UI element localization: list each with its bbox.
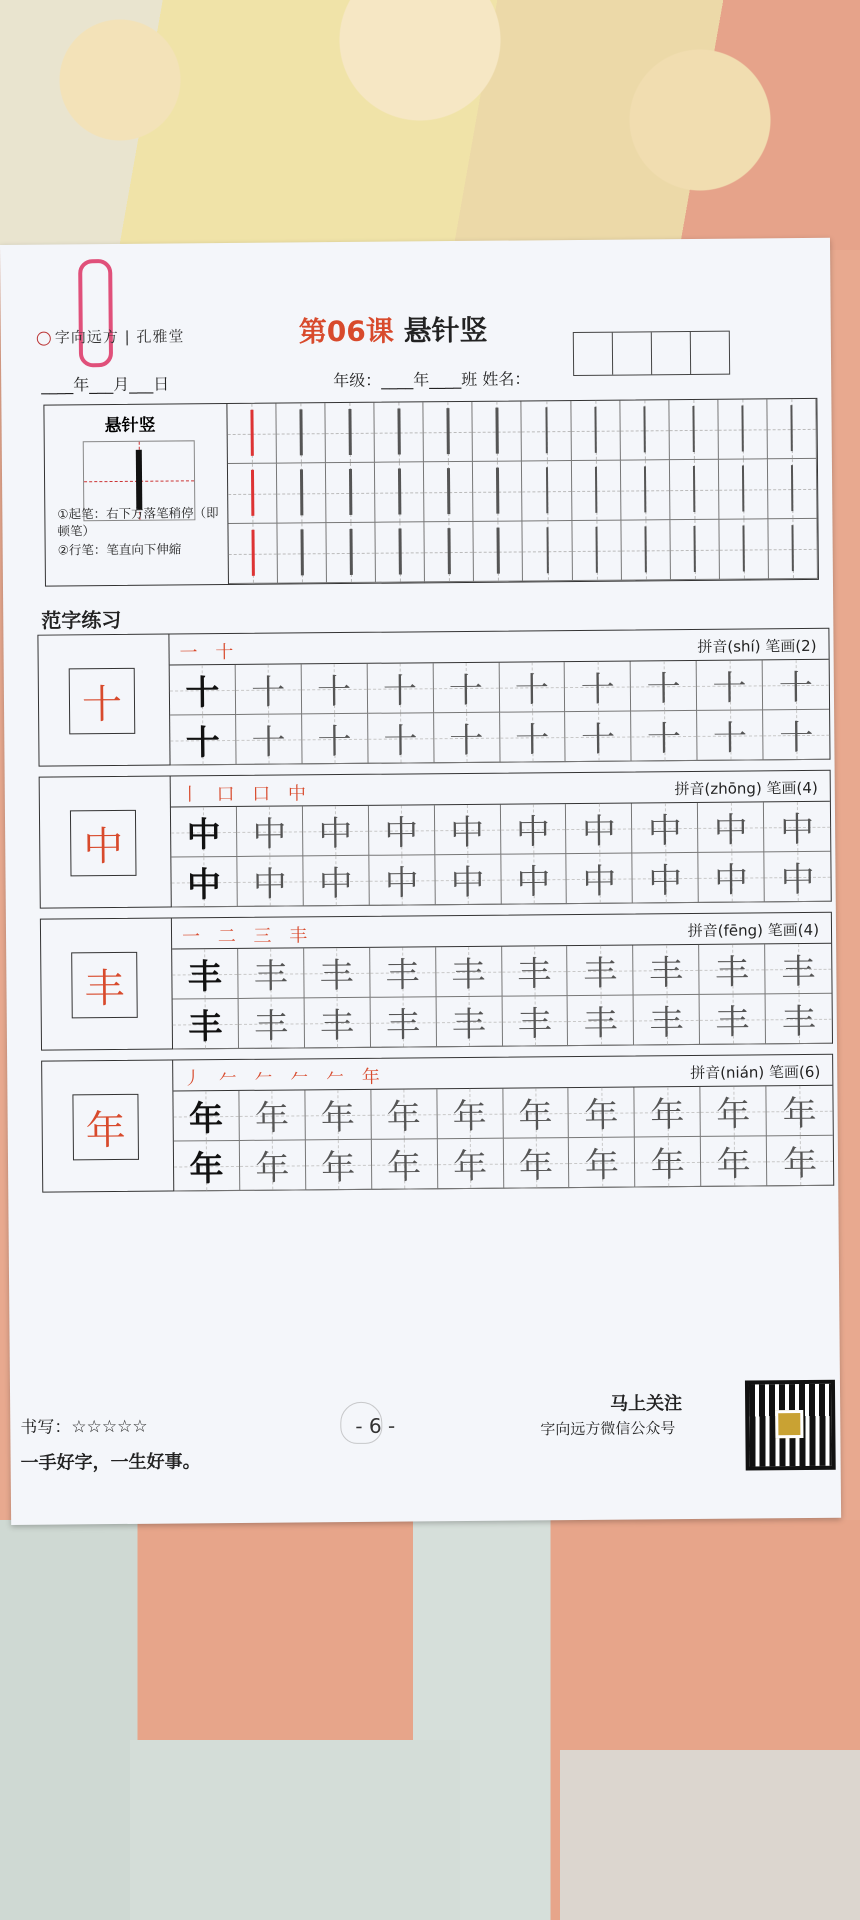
practice-character: 丰 <box>648 953 684 994</box>
stroke-cell <box>670 520 720 580</box>
stroke-cell <box>376 522 426 582</box>
intro-note-1: ①起笔：右下方落笔稍停（即顿笔） <box>57 505 219 539</box>
practice-character: 中 <box>450 862 485 904</box>
background-quilt-patch <box>560 1750 860 1920</box>
practice-cell[interactable] <box>632 803 698 854</box>
practice-character: 年 <box>387 1147 422 1188</box>
practice-character: 中 <box>186 815 221 856</box>
practice-cell[interactable] <box>236 714 302 765</box>
practice-character: 丰 <box>517 954 552 995</box>
practice-cell[interactable] <box>764 802 830 853</box>
practice-cell[interactable] <box>500 712 566 763</box>
practice-cell[interactable] <box>569 1137 635 1188</box>
practice-character: 丰 <box>517 1004 552 1045</box>
practice-cell[interactable] <box>237 856 303 907</box>
stroke-cell <box>474 521 524 581</box>
practice-character: 丰 <box>451 1004 487 1046</box>
vertical-stroke <box>791 525 794 571</box>
practice-cell[interactable] <box>171 807 237 858</box>
vertical-stroke <box>741 405 744 451</box>
vertical-stroke <box>791 465 794 511</box>
practice-character: 丰 <box>583 953 618 994</box>
practice-character: 丰 <box>649 1003 684 1044</box>
background-quilt-patch <box>130 1740 460 1920</box>
practice-block <box>40 912 833 1051</box>
rating: 书写：☆☆☆☆☆ <box>20 1416 148 1438</box>
vertical-stroke <box>398 468 401 514</box>
vertical-stroke <box>644 526 647 572</box>
practice-character: 年 <box>452 1146 488 1188</box>
paper-clip <box>78 259 113 367</box>
practice-cell[interactable] <box>171 857 237 908</box>
practice-cell[interactable] <box>436 947 502 998</box>
practice-block <box>39 770 832 909</box>
practice-grid <box>173 1085 833 1191</box>
vertical-stroke <box>643 406 646 452</box>
practice-cell[interactable] <box>501 854 567 905</box>
practice-character: 十 <box>514 670 550 711</box>
practice-cell[interactable] <box>371 1089 437 1140</box>
practice-character: 十 <box>185 723 220 764</box>
worksheet-page <box>0 238 841 1525</box>
follow-subtitle: 字向远方微信公众号 <box>540 1419 676 1439</box>
practice-character: 年 <box>584 1095 619 1136</box>
practice-character: 中 <box>252 864 288 905</box>
practice-character: 丰 <box>583 1003 618 1044</box>
practice-character: 十 <box>382 671 418 712</box>
stroke-cell <box>227 404 277 464</box>
stroke-cell <box>424 402 474 462</box>
practice-cell[interactable] <box>369 805 435 856</box>
practice-cell[interactable] <box>304 998 370 1049</box>
vertical-stroke <box>398 408 401 454</box>
practice-cell[interactable] <box>701 1136 767 1187</box>
stroke-cell <box>473 461 523 521</box>
practice-cell[interactable] <box>698 802 764 853</box>
stroke-cell <box>719 519 769 579</box>
practice-character: 年 <box>452 1096 487 1138</box>
practice-area <box>169 629 829 765</box>
practice-cell[interactable] <box>633 853 699 904</box>
practice-cell[interactable] <box>499 662 565 713</box>
practice-character: 十 <box>712 668 747 709</box>
stroke-cell <box>523 521 573 581</box>
stroke-cell <box>767 399 817 459</box>
intro-note-2: ②行笔：笔直向下伸縮 <box>57 541 182 558</box>
practice-cell[interactable] <box>367 663 433 714</box>
practice-cell[interactable] <box>502 946 568 997</box>
model-character: 丰 <box>71 952 138 1019</box>
practice-character: 丰 <box>714 952 750 993</box>
stroke-cell <box>228 524 278 584</box>
brand-icon <box>37 331 51 345</box>
practice-cell[interactable] <box>503 1088 569 1139</box>
practice-block <box>41 1054 834 1193</box>
practice-cell[interactable] <box>240 1140 306 1191</box>
practice-character: 丰 <box>451 954 486 996</box>
intro-explanation <box>44 404 229 586</box>
vertical-stroke <box>447 408 450 454</box>
practice-cell[interactable] <box>503 1138 569 1189</box>
practice-cell[interactable] <box>305 1090 371 1141</box>
stroke-order: 一 二 三 丰 <box>181 925 314 948</box>
practice-cell[interactable] <box>765 944 831 995</box>
practice-character: 中 <box>186 865 222 906</box>
practice-character: 年 <box>188 1099 224 1140</box>
vertical-stroke <box>448 528 451 574</box>
practice-cell[interactable] <box>170 715 236 766</box>
practice-cell[interactable] <box>434 805 500 856</box>
practice-character: 年 <box>650 1145 685 1186</box>
practice-cell[interactable] <box>569 1087 635 1138</box>
qr-code <box>745 1380 836 1471</box>
practice-cell[interactable] <box>631 661 697 712</box>
vertical-stroke <box>349 469 352 515</box>
stroke-cell <box>326 403 376 463</box>
stroke-cell <box>375 402 425 462</box>
stroke-cell <box>768 459 818 519</box>
practice-cell[interactable] <box>434 713 500 764</box>
model-character: 中 <box>70 810 137 877</box>
practice-character: 中 <box>515 812 551 853</box>
stroke-cell <box>327 523 377 583</box>
practice-character: 年 <box>650 1095 685 1136</box>
stroke-cell <box>425 522 475 582</box>
practice-grid <box>171 801 831 907</box>
practice-block <box>37 628 830 767</box>
brand-text: 字向远方 | 孔雅堂 <box>54 327 185 347</box>
practice-character: 中 <box>581 811 617 852</box>
practice-cell[interactable] <box>767 1136 833 1187</box>
model-character: 年 <box>72 1094 139 1161</box>
practice-character: 年 <box>782 1143 818 1185</box>
practice-character: 年 <box>386 1097 421 1138</box>
stroke-cell <box>670 460 720 520</box>
practice-cell[interactable] <box>565 662 631 713</box>
vertical-stroke <box>693 526 696 572</box>
practice-cell[interactable] <box>436 997 502 1048</box>
practice-cell[interactable] <box>697 660 763 711</box>
practice-character: 十 <box>317 721 352 763</box>
vertical-stroke <box>250 410 253 456</box>
practice-character: 中 <box>582 861 617 902</box>
vertical-stroke <box>350 529 353 575</box>
model-character: 十 <box>69 668 136 735</box>
lesson-title <box>299 309 488 351</box>
practice-area <box>172 913 832 1049</box>
practice-cell[interactable] <box>370 997 436 1048</box>
practice-cell[interactable] <box>566 804 632 855</box>
practice-cell[interactable] <box>174 1141 240 1192</box>
practice-area <box>173 1055 833 1191</box>
practice-character: 年 <box>584 1145 620 1186</box>
date-line: ____年___月___日 <box>41 374 170 395</box>
practice-character: 中 <box>647 811 683 852</box>
practice-cell[interactable] <box>173 999 239 1050</box>
practice-character: 中 <box>318 863 353 905</box>
name-boxes[interactable] <box>573 331 730 376</box>
stroke-cell <box>620 400 670 460</box>
practice-cell[interactable] <box>699 852 765 903</box>
practice-cell[interactable] <box>568 945 634 996</box>
practice-cell[interactable] <box>170 665 236 716</box>
pinyin-strokes: 拼音(shí) 笔画(2) <box>697 636 817 656</box>
class-info: 年级：____年____班 姓名： <box>333 369 531 391</box>
practice-cell[interactable] <box>368 713 434 764</box>
practice-character: 十 <box>646 669 681 710</box>
vertical-stroke <box>300 469 303 515</box>
vertical-stroke <box>252 530 255 576</box>
section-title: 范字练习 <box>41 607 122 633</box>
pinyin-strokes: 拼音(nián) 笔画(6) <box>690 1062 821 1083</box>
vertical-stroke <box>545 407 548 453</box>
vertical-stroke <box>497 528 500 574</box>
practice-cell[interactable] <box>699 944 765 995</box>
vertical-stroke <box>594 407 597 453</box>
vertical-stroke <box>251 470 254 516</box>
vertical-stroke <box>595 527 598 573</box>
practice-character: 丰 <box>385 955 420 996</box>
practice-cell[interactable] <box>301 664 367 715</box>
practice-cell[interactable] <box>567 854 633 905</box>
stroke-cell <box>424 462 474 522</box>
pinyin-strokes: 拼音(fēng) 笔画(4) <box>687 920 820 941</box>
practice-cell[interactable] <box>172 949 238 1000</box>
practice-character: 年 <box>518 1146 554 1187</box>
background-quilt-top <box>0 0 860 250</box>
practice-character: 年 <box>254 1098 290 1139</box>
practice-cell[interactable] <box>500 804 566 855</box>
practice-grid <box>172 943 832 1049</box>
practice-cell[interactable] <box>369 855 435 906</box>
practice-cell[interactable] <box>437 1089 503 1140</box>
practice-grid <box>170 659 830 765</box>
practice-character: 十 <box>448 670 484 712</box>
vertical-stroke <box>496 468 499 514</box>
stroke-cell <box>326 463 376 523</box>
follow-heading: 马上关注 <box>610 1393 683 1415</box>
practice-cell[interactable] <box>633 945 699 996</box>
practice-cell[interactable] <box>635 1137 701 1188</box>
model-char-area <box>42 1061 174 1192</box>
practice-character: 年 <box>320 1097 356 1139</box>
practice-character: 丰 <box>781 951 816 993</box>
vertical-stroke <box>349 409 352 455</box>
intro-section <box>43 398 819 587</box>
stroke-cell <box>718 399 768 459</box>
vertical-stroke <box>693 466 696 512</box>
practice-character: 十 <box>581 719 616 760</box>
practice-cell[interactable] <box>306 1140 372 1191</box>
vertical-stroke <box>644 466 647 512</box>
vertical-stroke <box>545 467 548 513</box>
practice-character: 年 <box>782 1093 817 1135</box>
practice-cell[interactable] <box>303 806 369 857</box>
practice-cell[interactable] <box>304 948 370 999</box>
practice-cell[interactable] <box>302 714 368 765</box>
practice-cell[interactable] <box>701 1086 767 1137</box>
practice-character: 丰 <box>254 1006 289 1047</box>
practice-character: 中 <box>516 862 551 903</box>
page-number: - 6 - <box>355 1413 396 1438</box>
practice-cell[interactable] <box>631 711 697 762</box>
vertical-stroke <box>742 525 745 571</box>
stroke-cell <box>572 521 622 581</box>
pinyin-strokes: 拼音(zhōng) 笔画(4) <box>674 778 818 799</box>
practice-cell[interactable] <box>433 663 499 714</box>
stroke-cell <box>375 462 425 522</box>
stroke-cell <box>522 461 572 521</box>
practice-character: 十 <box>515 720 550 761</box>
stroke-order: 丿 𠂉 𠂉 𠂉 𠂉 年 <box>183 1066 386 1090</box>
stroke-cell <box>278 523 328 583</box>
stroke-cell <box>621 460 671 520</box>
practice-cell[interactable] <box>437 1139 503 1190</box>
practice-character: 丰 <box>781 1001 817 1043</box>
practice-character: 中 <box>318 813 353 855</box>
stroke-cell <box>522 401 572 461</box>
brand-logo <box>37 325 185 347</box>
practice-character: 十 <box>251 722 286 763</box>
practice-cell[interactable] <box>565 712 631 763</box>
practice-character: 十 <box>712 718 748 759</box>
vertical-stroke <box>595 467 598 513</box>
stroke-cell <box>228 464 278 524</box>
practice-cell[interactable] <box>763 710 829 761</box>
practice-character: 年 <box>716 1094 751 1135</box>
practice-cell[interactable] <box>239 1090 305 1141</box>
practice-character: 十 <box>383 721 418 762</box>
practice-cell[interactable] <box>303 856 369 907</box>
model-char-area <box>40 777 172 908</box>
practice-cell[interactable] <box>237 806 303 857</box>
practice-cell[interactable] <box>568 995 634 1046</box>
practice-area <box>171 771 831 907</box>
practice-cell[interactable] <box>697 710 763 761</box>
stroke-cell <box>768 519 818 579</box>
model-char-area <box>41 919 173 1050</box>
model-char-area <box>38 635 170 766</box>
practice-character: 中 <box>713 810 748 851</box>
practice-character: 中 <box>780 859 815 901</box>
practice-character: 丰 <box>253 956 288 997</box>
stroke-cell <box>473 401 523 461</box>
practice-character: 年 <box>255 1148 290 1189</box>
practice-cell[interactable] <box>173 1091 239 1142</box>
practice-cell[interactable] <box>700 994 766 1045</box>
practice-cell[interactable] <box>764 852 830 903</box>
practice-cell[interactable] <box>435 855 501 906</box>
vertical-stroke <box>496 408 499 454</box>
practice-character: 年 <box>321 1147 356 1189</box>
practice-character: 十 <box>580 669 615 710</box>
vertical-stroke <box>301 529 304 575</box>
practice-character: 中 <box>648 861 683 902</box>
motto: 一手好字，一生好事。 <box>20 1451 201 1474</box>
practice-character: 十 <box>185 673 220 714</box>
practice-character: 十 <box>449 720 484 762</box>
practice-character: 中 <box>780 809 815 851</box>
lesson-number: 第06课 <box>298 314 394 349</box>
vertical-stroke <box>447 468 450 514</box>
vertical-stroke <box>692 406 695 452</box>
practice-cell[interactable] <box>236 664 302 715</box>
practice-cell[interactable] <box>502 996 568 1047</box>
practice-character: 十 <box>779 717 814 759</box>
stroke-cell <box>621 520 671 580</box>
intro-heading: 悬针竖 <box>104 415 156 437</box>
stroke-cell <box>571 401 621 461</box>
practice-character: 中 <box>450 812 485 854</box>
practice-cell[interactable] <box>634 995 700 1046</box>
practice-character: 丰 <box>715 1002 750 1043</box>
practice-character: 丰 <box>319 955 354 997</box>
practice-character: 十 <box>316 671 352 713</box>
practice-cell[interactable] <box>635 1087 701 1138</box>
stroke-practice-grid <box>227 399 818 584</box>
stroke-cell <box>669 400 719 460</box>
stroke-cell <box>719 459 769 519</box>
practice-character: 年 <box>716 1144 751 1185</box>
practice-character: 中 <box>252 814 287 855</box>
practice-character: 年 <box>189 1149 224 1190</box>
vertical-stroke <box>790 405 793 451</box>
stroke-order: 丨 口 口 中 <box>180 783 313 806</box>
stroke-cell <box>276 403 326 463</box>
practice-character: 十 <box>251 672 286 713</box>
practice-character: 十 <box>646 719 682 760</box>
stroke-cell <box>277 463 327 523</box>
lesson-name: 悬针竖 <box>403 313 488 348</box>
practice-character: 丰 <box>385 1005 421 1046</box>
practice-cell[interactable] <box>763 660 829 711</box>
vertical-stroke <box>300 409 303 455</box>
practice-cell[interactable] <box>370 947 436 998</box>
practice-character: 十 <box>778 667 814 709</box>
vertical-stroke <box>399 528 402 574</box>
vertical-stroke <box>546 527 549 573</box>
practice-cell[interactable] <box>766 1086 832 1137</box>
practice-character: 丰 <box>319 1005 355 1047</box>
practice-cell[interactable] <box>372 1139 438 1190</box>
practice-cell[interactable] <box>238 998 304 1049</box>
practice-character: 丰 <box>188 1007 223 1048</box>
practice-character: 中 <box>714 860 749 901</box>
practice-cell[interactable] <box>238 948 304 999</box>
stroke-order: 一 十 <box>179 641 240 664</box>
practice-character: 中 <box>384 863 419 904</box>
practice-cell[interactable] <box>766 994 832 1045</box>
practice-character: 年 <box>518 1096 553 1137</box>
practice-character: 中 <box>384 813 419 854</box>
practice-character: 丰 <box>187 957 223 998</box>
stroke-cell <box>571 461 621 521</box>
vertical-stroke <box>742 465 745 511</box>
